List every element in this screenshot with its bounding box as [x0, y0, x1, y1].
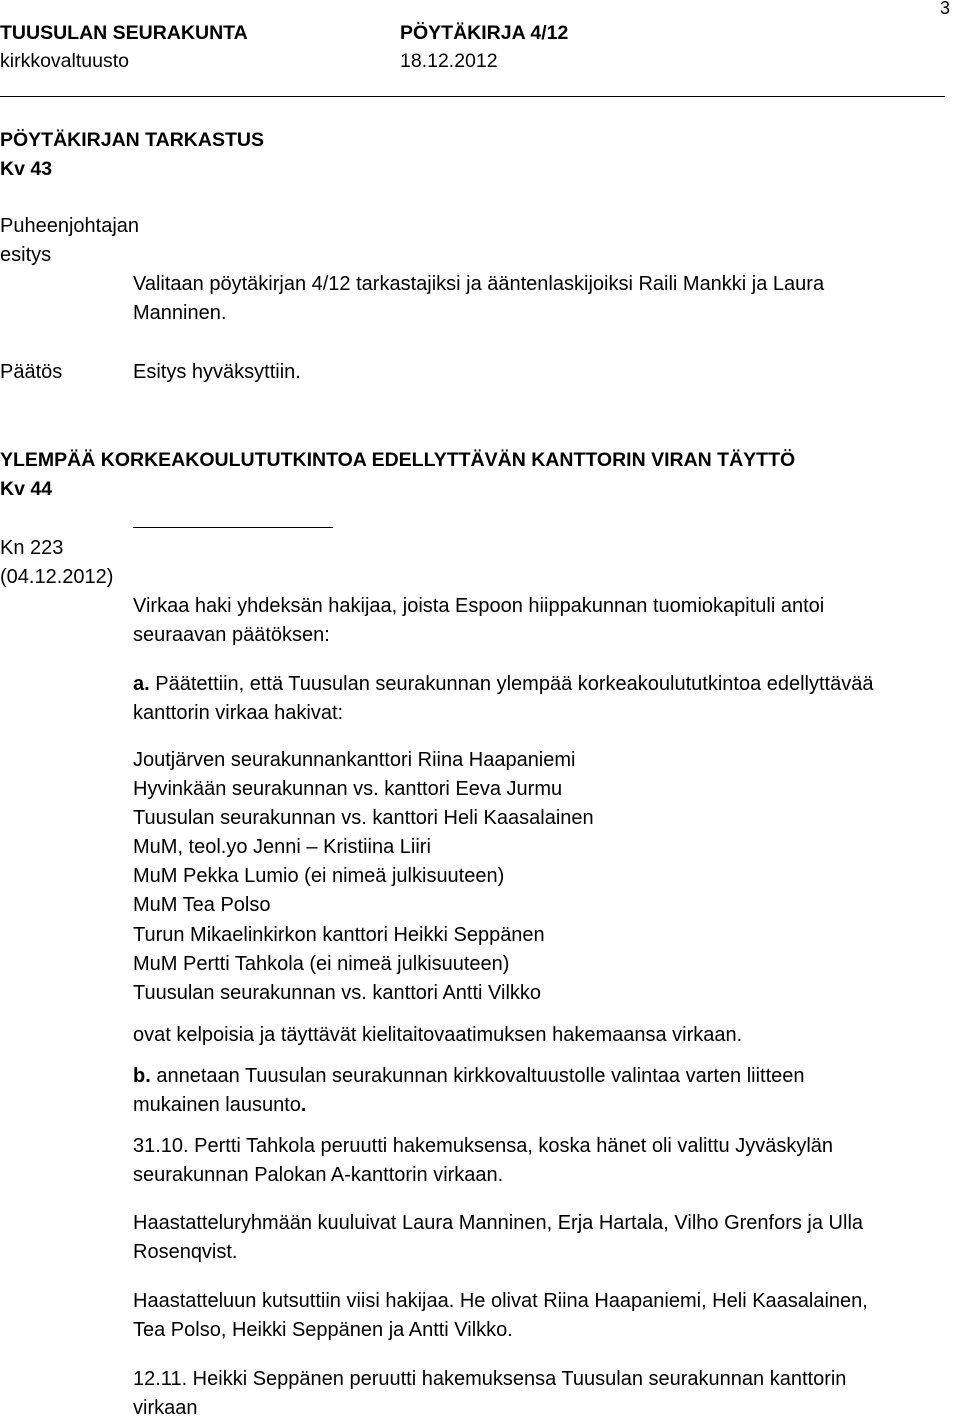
- decision-b-line-1: [133, 1062, 805, 1091]
- proposal-line-1: Valitaan pöytäkirjan 4/12 tarkastajiksi ja ääntenlaskijoiksi Raili Mankki ja Laura: [133, 273, 825, 295]
- paragraph-interview-group-line-1: Haastatteluryhmään kuuluivat Laura Manninen, Erja Hartala, Vilho Grenfors ja Ulla: [133, 1212, 864, 1234]
- label-proposal-1: Puheenjohtajan: [0, 215, 140, 237]
- decision-a-marker: a.: [133, 673, 150, 695]
- list-item: Tuusulan seurakunnan vs. kanttori Antti Vilkko: [133, 981, 542, 1004]
- list-item: MuM Pekka Lumio (ei nimeä julkisuuteen): [133, 865, 505, 888]
- decision-a-line-1: [133, 670, 874, 699]
- decision-b-marker: b.: [133, 1065, 151, 1087]
- decision-a-line-2: kanttorin virkaa hakivat:: [133, 702, 344, 724]
- section1-title: PÖYTÄKIRJAN TARKASTUS: [0, 129, 264, 151]
- reference-1: Kn 223: [0, 537, 64, 559]
- paragraph-interviewees-line-1: Haastatteluun kutsuttiin viisi hakijaa. He olivat Riina Haapaniemi, Heli Kaasalainen,: [133, 1290, 868, 1312]
- page-number: 3: [940, 0, 951, 18]
- header-date: 18.12.2012: [400, 50, 498, 72]
- label-proposal-2: esitys: [0, 244, 52, 266]
- decision-b-text-1: annetaan Tuusulan seurakunnan kirkkovaltuustolle valintaa varten liitteen: [150, 1065, 805, 1087]
- proposal-line-2: Manninen.: [133, 302, 227, 324]
- decision-b-text-2: mukainen lausunto: [133, 1094, 301, 1116]
- paragraph-interview-group-line-2: Rosenqvist.: [133, 1241, 238, 1263]
- section2-title: YLEMPÄÄ KORKEAKOULUTUTKINTOA EDELLYTTÄVÄN KANTTORIN VIRAN TÄYTTÖ: [0, 449, 796, 471]
- eligible-text: ovat kelpoisia ja täyttävät kielitaitovaatimuksen hakemaansa virkaan.: [133, 1024, 743, 1046]
- decision-b-period: .: [300, 1094, 307, 1116]
- decision-a-text-1: Päätettiin, että Tuusulan seurakunnan ylempää korkeakoulututkintoa edellyttävää: [149, 673, 874, 695]
- list-item: Tuusulan seurakunnan vs. kanttori Heli Kaasalainen: [133, 807, 594, 830]
- decision-text: Esitys hyväksyttiin.: [133, 361, 301, 383]
- decision-b-line-2: [133, 1091, 306, 1120]
- list-item: MuM, teol.yo Jenni – Kristiina Liiri: [133, 836, 431, 859]
- paragraph-withdrawal-1-line-2: seurakunnan Palokan A-kanttorin virkaan.: [133, 1164, 504, 1186]
- intro-line-1: Virkaa haki yhdeksän hakijaa, joista Espoon hiippakunnan tuomiokapituli antoi: [133, 595, 825, 617]
- paragraph-withdrawal-2-line-2: virkaan: [133, 1397, 198, 1419]
- section2-code: Kv 44: [0, 478, 53, 500]
- header-organization: TUUSULAN SEURAKUNTA: [0, 22, 248, 44]
- reference-rule: [133, 527, 333, 528]
- list-item: Hyvinkään seurakunnan vs. kanttori Eeva Jurmu: [133, 778, 563, 801]
- paragraph-interviewees-line-2: Tea Polso, Heikki Seppänen ja Antti Vilkko.: [133, 1319, 513, 1341]
- label-decision: Päätös: [0, 361, 63, 383]
- list-item: MuM Tea Polso: [133, 894, 271, 917]
- reference-2: (04.12.2012): [0, 566, 114, 588]
- header-body: kirkkovaltuusto: [0, 50, 129, 72]
- list-item: Joutjärven seurakunnankanttori Riina Haapaniemi: [133, 749, 576, 771]
- list-item: Turun Mikaelinkirkon kanttori Heikki Seppänen: [133, 923, 545, 946]
- section1-code: Kv 43: [0, 158, 53, 180]
- paragraph-withdrawal-1-line-1: 31.10. Pertti Tahkola peruutti hakemuksensa, koska hänet oli valittu Jyväskylän: [133, 1135, 834, 1157]
- intro-line-2: seuraavan päätöksen:: [133, 624, 330, 646]
- list-item: MuM Pertti Tahkola (ei nimeä julkisuuteen): [133, 952, 510, 975]
- header-doc-type: PÖYTÄKIRJA 4/12: [400, 22, 569, 44]
- paragraph-withdrawal-2-line-1: 12.11. Heikki Seppänen peruutti hakemuksensa Tuusulan seurakunnan kanttorin: [133, 1368, 847, 1390]
- applicant-list: [133, 746, 594, 1008]
- header-rule: [0, 96, 945, 97]
